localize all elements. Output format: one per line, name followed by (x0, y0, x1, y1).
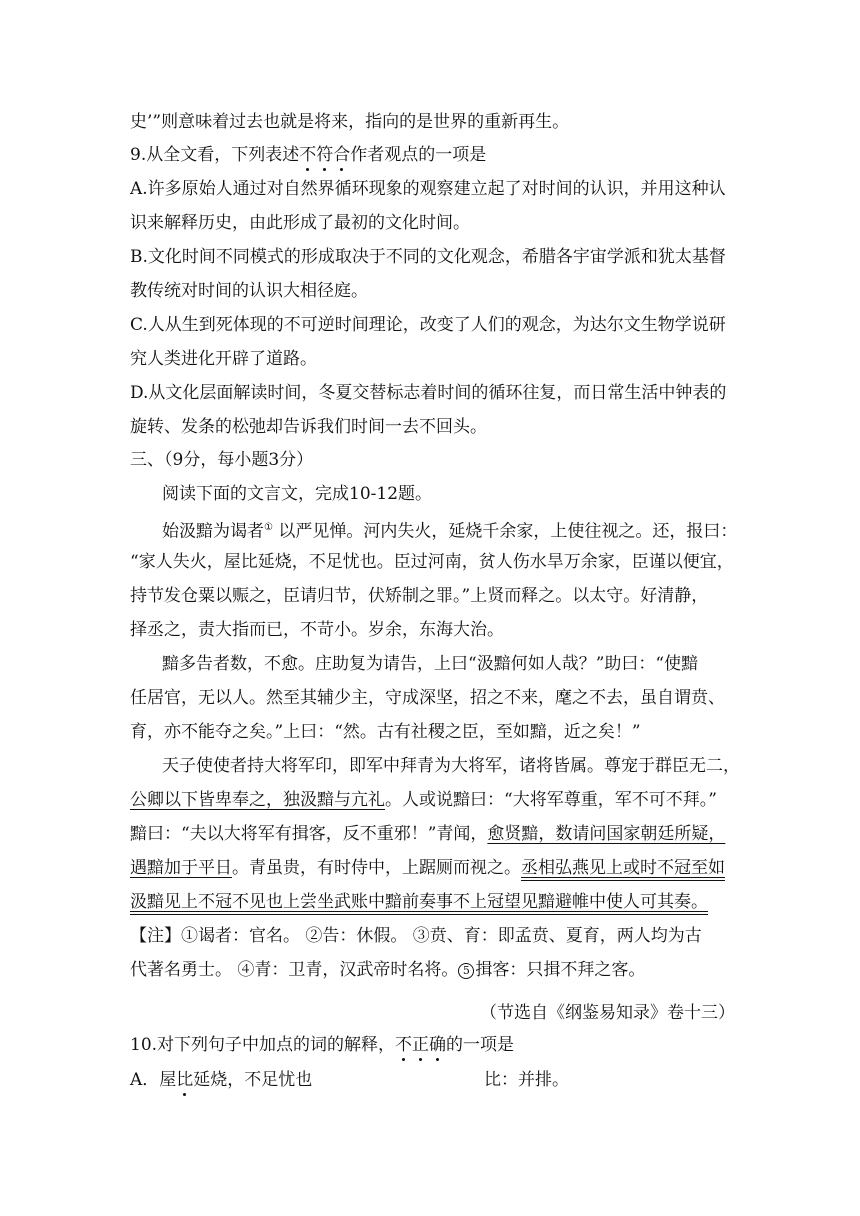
passage-line: 任居官，无以人。然至其辅少主，守成深坚，招之不来，麾之不去，虽自谓贲、 (130, 688, 725, 708)
passage-line: 育，亦不能夺之矣。”上曰：“然。古有社稷之臣，至如黯，近之矣！” (130, 722, 641, 742)
section-heading: 三、（9分，每小题3分） (130, 450, 314, 470)
passage-line: 择丞之，责大指而已，不苛小。岁余，东海大治。 (130, 620, 504, 640)
option-a-line-1: A.许多原始人通过对自然界循环现象的观察建立起了对时间的认识，并用这种认 (130, 179, 726, 199)
underlined-sentence: 公卿以下皆卑奉之，独汲黯与亢礼 (130, 790, 385, 810)
text-line: 史’”则意味着过去也就是将来，指向的是世界的重新再生。 (130, 112, 570, 132)
question-10: 10.对下列句子中加点的词的解释，不正确的一项是 (130, 1035, 515, 1055)
passage-line: 黯多告者数，不愈。庄助复为请告，上曰“汲黯何如人哉？”助曰：“使黯 (162, 654, 699, 674)
double-underlined-sentence: 汲黯见上不冠不见也上尝坐武账中黯前奏事不上冠望见黯避帷中使人可其奏。 (130, 892, 708, 912)
passage-line: “家人失火，屋比延烧，不足忧也。臣过河南，贫人伤水旱万余家，臣谨以便宜， (130, 552, 734, 572)
passage-line: 黯曰：“夫以大将军有揖客，反不重邪！”青闻，愈贤黯，数请问国家朝廷所疑， (130, 824, 726, 844)
double-underlined-sentence: 丞相弘燕见上或时不冠至如 (521, 858, 725, 878)
passage-line: 持节发仓粟以赈之，臣请归节，伏矫制之罪。”上贤而释之。以太守。好清静， (130, 586, 709, 606)
notes-line-2: 代著名勇士。 ④青：卫青，汉武帝时名将。 5 揖客：只揖不拜之客。 (130, 960, 646, 980)
option-d-line-2: 旋转、发条的松弛却告诉我们时间一去不回头。 (130, 417, 487, 437)
passage-line: 公卿以下皆卑奉之，独汲黯与亢礼。人或说黯曰：“大将军尊重，军不可不拜。” (130, 790, 717, 810)
passage-line: 天子使使者持大将军印，即军中拜青为大将军，诸将皆属。尊宠于群臣无二， (162, 756, 740, 776)
reading-instruction: 阅读下面的文言文，完成10-12题。 (162, 484, 433, 504)
underlined-sentence: 愈贤黯，数请问国家朝廷所疑， (487, 824, 726, 844)
option-d-line-1: D.从文化层面解读时间，冬夏交替标志着时间的循环往复，而日常生活中钟表的 (130, 383, 727, 403)
option-c-line-1: C.人从生到死体现的不可逆时间理论，改变了人们的观念，为达尔文生物学说研 (130, 315, 726, 335)
passage-line (130, 890, 708, 914)
question-10-option-a: A．屋比延烧，不足忧也 (130, 1070, 313, 1090)
circled-number: 5 (458, 963, 474, 979)
passage-line: 始汲黯为谒者① 以严见惮。河内失火，延烧千余家，上使往视之。还，报曰： (162, 521, 738, 542)
question-10-option-a-answer: 比：并排。 (484, 1070, 569, 1090)
option-a-line-2: 识来解释历史，由此形成了最初的文化时间。 (130, 213, 470, 233)
option-b-line-2: 教传统对时间的认识大相径庭。 (130, 281, 368, 301)
option-c-line-2: 究人类进化开辟了道路。 (130, 349, 317, 369)
option-b-line-1: B.文化时间不同模式的形成取决于不同的文化观念，希腊各宇宙学派和犹太基督 (130, 247, 726, 267)
notes-line-1: 【注】①谒者：官名。 ②告：休假。 ③贲、育：即孟贲、夏育，两人均为古 (130, 926, 702, 946)
underlined-sentence: 遇黯加于平日 (130, 858, 232, 878)
question-9: 9.从全文看，下列表述不符合作者观点的一项是 (130, 145, 487, 165)
footnote-marker: ① (264, 522, 273, 533)
source-citation: （节选自《纲鉴易知录》卷十三） (480, 1003, 735, 1023)
passage-line: 遇黯加于平日。青虽贵，有时侍中，上踞厕而视之。丞相弘燕见上或时不冠至如 (130, 858, 725, 878)
